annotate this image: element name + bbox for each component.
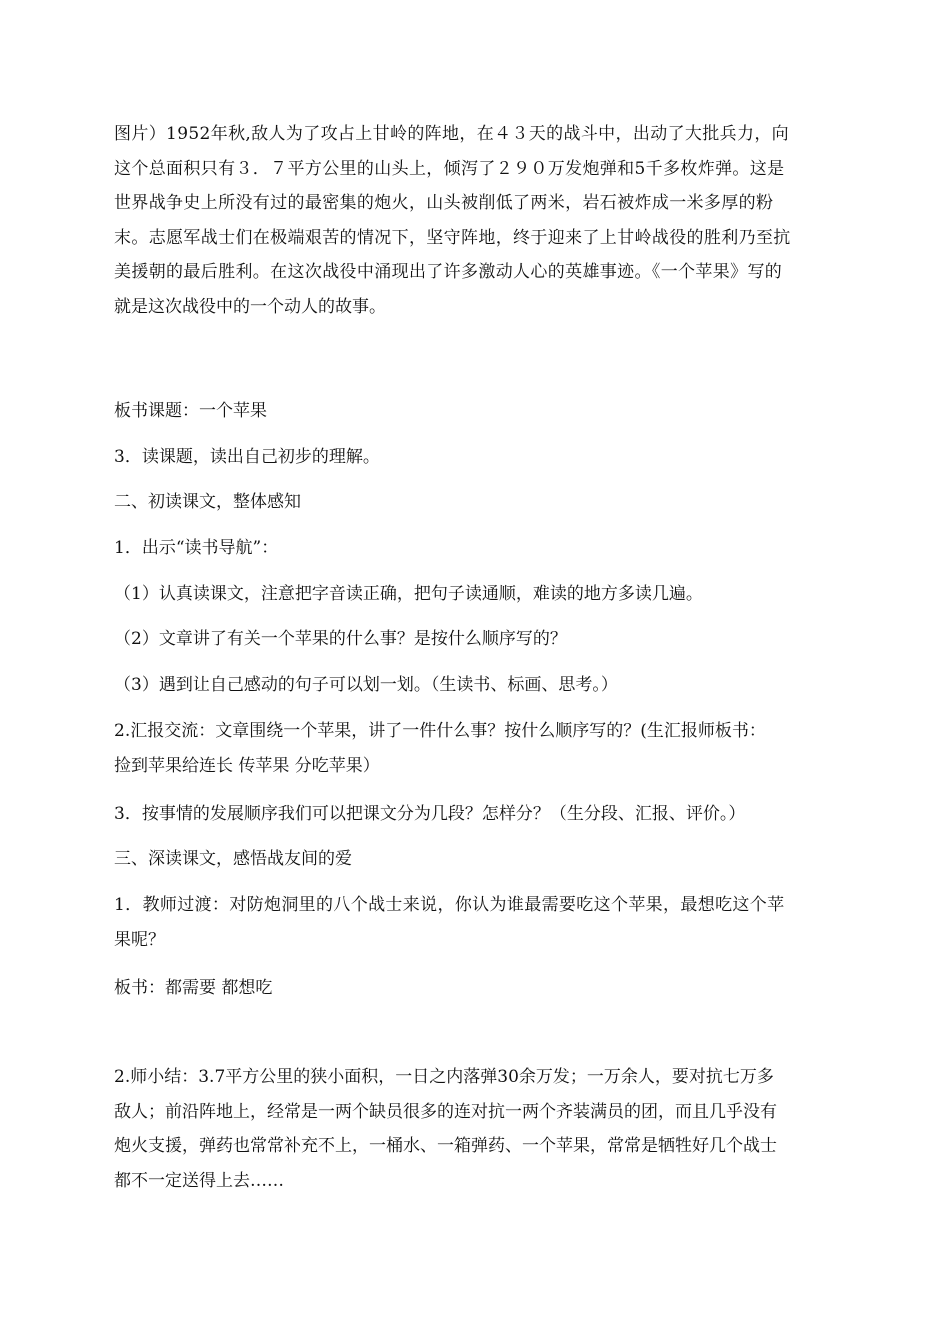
text-line: 末。志愿军战士们在极端艰苦的情况下，坚守阵地，终于迎来了上甘岭战役的胜利乃至抗 xyxy=(114,227,791,248)
reading-guide-item-1: （1）认真读课文，注意把字音读正确，把句子读通顺，难读的地方多读几遍。 xyxy=(114,584,703,604)
report-paragraph xyxy=(114,714,840,783)
text-line: 这个总面积只有３．７平方公里的山头上，倾泻了２９０万发炮弹和5千多枚炸弹。这是 xyxy=(114,158,785,179)
text-line: 2.师小结：3.7平方公里的狭小面积，一日之内落弹30余万发；一万余人，要对抗七万多 xyxy=(114,1067,774,1087)
board-summary: 板书：都需要 都想吃 xyxy=(114,978,273,998)
text-line: 世界战争史上所没有过的最密集的炮火，山头被削低了两米，岩石被炸成一米多厚的粉 xyxy=(114,193,774,213)
intro-paragraph xyxy=(114,117,840,324)
section-heading-3: 三、深读课文，感悟战友间的爱 xyxy=(114,849,352,869)
text-line: 果呢？ xyxy=(114,929,165,950)
summary-paragraph xyxy=(114,1060,840,1198)
text-line: 炮火支援，弹药也常常补充不上，一桶水、一箱弹药、一个苹果，常常是牺牲好几个战士 xyxy=(114,1136,777,1156)
divide-paragraphs-question: 3．按事情的发展顺序我们可以把课文分为几段？怎样分？（生分段、汇报、评价。） xyxy=(114,804,746,824)
step-read-title: 3．读课题，读出自己初步的理解。 xyxy=(114,447,380,467)
text-line: 图片）1952年秋,敌人为了攻占上甘岭的阵地，在４３天的战斗中，出动了大批兵力，向 xyxy=(114,124,790,144)
reading-guide-item-3: （3）遇到让自己感动的句子可以划一划。（生读书、标画、思考。） xyxy=(114,675,618,695)
text-line: 捡到苹果给连长 传苹果 分吃苹果） xyxy=(114,755,380,776)
section-heading-2: 二、初读课文，整体感知 xyxy=(114,492,301,512)
transition-paragraph xyxy=(114,888,840,957)
board-title: 板书课题：一个苹果 xyxy=(114,401,267,421)
text-line: 1．教师过渡：对防炮洞里的八个战士来说，你认为谁最需要吃这个苹果，最想吃这个苹 xyxy=(114,895,785,915)
reading-guide-intro: 1．出示“读书导航”： xyxy=(114,538,279,558)
reading-guide-item-2: （2）文章讲了有关一个苹果的什么事？是按什么顺序写的？ xyxy=(114,629,567,649)
text-line: 美援朝的最后胜利。在这次战役中涌现出了许多激动人心的英雄事迹。《一个苹果》写的 xyxy=(114,262,783,282)
text-line: 2.汇报交流：文章围绕一个苹果，讲了一件什么事？按什么顺序写的？(生汇报师板书： xyxy=(114,721,766,741)
text-line: 都不一定送得上去…… xyxy=(114,1170,284,1191)
text-line: 就是这次战役中的一个动人的故事。 xyxy=(114,296,386,317)
text-line: 敌人；前沿阵地上，经常是一两个缺员很多的连对抗一两个齐装满员的团，而且几乎没有 xyxy=(114,1101,777,1122)
